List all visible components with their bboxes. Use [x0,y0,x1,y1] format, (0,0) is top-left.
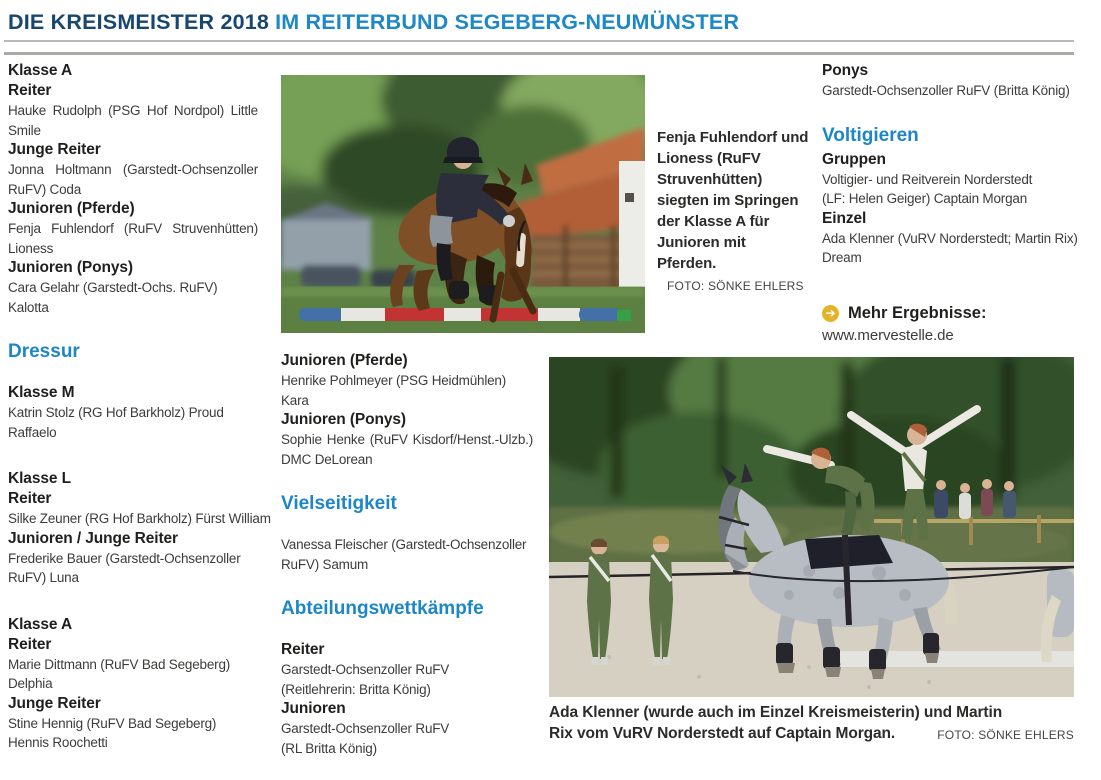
section-heading: Voltigieren [822,124,919,146]
result-entry: Stine Hennig (RuFV Bad Segeberg) Hennis Roochetti [8,715,217,750]
category-heading: Reiter [8,82,52,99]
category-heading: Reiter [281,641,325,658]
category-heading: Reiter [8,635,52,653]
result-entry: (RL Britta König) [281,740,377,756]
category-heading: Junioren (Pferde) [8,200,135,217]
category-heading: Klasse A [8,62,73,79]
result-entry: Jonna Holtmann (Garstedt-Ochsenzoller RuFV) Coda [8,162,258,197]
category-heading: Klasse M [8,384,75,401]
result-entry: Silke Zeuner (RG Hof Barkholz) Fürst William [8,511,271,526]
photo-vaulting [549,357,1074,697]
result-entry: Garstedt-Ochsenzoller RuFV [281,662,450,677]
page-title-light: IM REITERBUND SEGEBERG-NEUMÜNSTER [275,10,740,34]
category-heading: Gruppen [822,150,886,168]
more-results-url: www.mervestelle.de [822,326,954,344]
category-heading: Junioren (Ponys) [281,411,406,428]
category-heading: Ponys [822,62,869,79]
more-results-label: Mehr Ergebnisse: [848,303,987,322]
photo2-caption [549,702,1074,744]
white-judges-board [619,161,645,307]
results-column-voltigieren [822,61,1080,344]
arrow-right-circle-icon: ➔ [822,305,839,322]
photo-showjumping [281,75,645,333]
photo1-caption-text: Fenja Fuhlendorf und Lioness (RuFV Struvenhütten) siegten im Springen der Klasse A für Junioren mit Pferden. [657,129,809,272]
result-entry: Marie Dittmann (RuFV Bad Segeberg) Delphia [8,656,231,691]
category-heading: Klasse A [8,615,73,633]
result-entry: Katrin Stolz (RG Hof Barkholz) Proud Raffaelo [8,405,224,440]
category-heading: Einzel [822,209,867,227]
result-entry: Fenja Fuhlendorf (RuFV Struvenhütten) Lioness [8,221,258,256]
result-entry: (Reitlehrerin: Britta König) [281,681,431,697]
showjumping-illustration [281,75,645,333]
jump-pole [299,308,631,321]
results-column-springen [8,61,271,753]
category-heading: Junioren / Junge Reiter [8,529,178,547]
result-entry: Henrike Pohlmeyer (PSG Heidmühlen) Kara [281,373,507,408]
page-title-dark: DIE KREISMEISTER 2018 [8,10,270,34]
category-heading: Junioren (Pferde) [281,352,408,369]
more-results-block [822,304,1080,344]
category-heading: Klasse L [8,470,71,487]
results-column-middle [281,351,533,758]
result-entry: Hauke Rudolph (PSG Hof Nordpol) Little Smile [8,103,258,138]
category-heading: Junioren (Ponys) [8,259,133,276]
result-entry: Sophie Henke (RuFV Kisdorf/Henst.-Ulzb.) DMC DeLorean [281,432,533,467]
category-heading: Junioren [281,700,346,717]
category-heading: Junge Reiter [8,141,101,158]
result-entry: Garstedt-Ochsenzoller RuFV [281,721,450,736]
photo2-credit: FOTO: SÖNKE EHLERS [937,728,1074,742]
result-entry: (LF: Helen Geiger) Captain Morgan [822,191,1027,206]
category-heading: Reiter [8,490,52,507]
result-entry: Voltigier- und Reitverein Norderstedt [822,171,1033,187]
result-entry: Garstedt-Ochsenzoller RuFV (Britta König) [822,83,1070,98]
section-heading: Dressur [8,341,80,362]
result-entry: Cara Gelahr (Garstedt-Ochs. RuFV) Kalotta [8,280,218,315]
photo1-caption [657,127,809,293]
section-heading: Abteilungswettkämpfe [281,598,484,619]
photo2-caption-text: Ada Klenner (wurde auch im Einzel Kreismeisterin) und Martin Rix vom VuRV Norderstedt auf Captain Morgan. [549,704,1003,742]
category-heading: Junge Reiter [8,694,101,712]
result-entry: Vanessa Fleischer (Garstedt-Ochsenzoller RuFV) Samum [281,537,527,572]
more-results-row [822,304,1080,323]
vaulting-illustration [549,357,1074,697]
section-heading: Vielseitigkeit [281,493,397,514]
result-entry: Frederike Bauer (Garstedt-Ochsenzoller RuFV) Luna [8,550,241,585]
result-entry: Ada Klenner (VuRV Norderstedt; Martin Rix) Dream [822,230,1078,265]
results-list [822,61,1080,268]
headline-double-rule [4,40,1074,55]
photo1-credit: FOTO: SÖNKE EHLERS [667,279,804,293]
page-title [8,10,739,35]
